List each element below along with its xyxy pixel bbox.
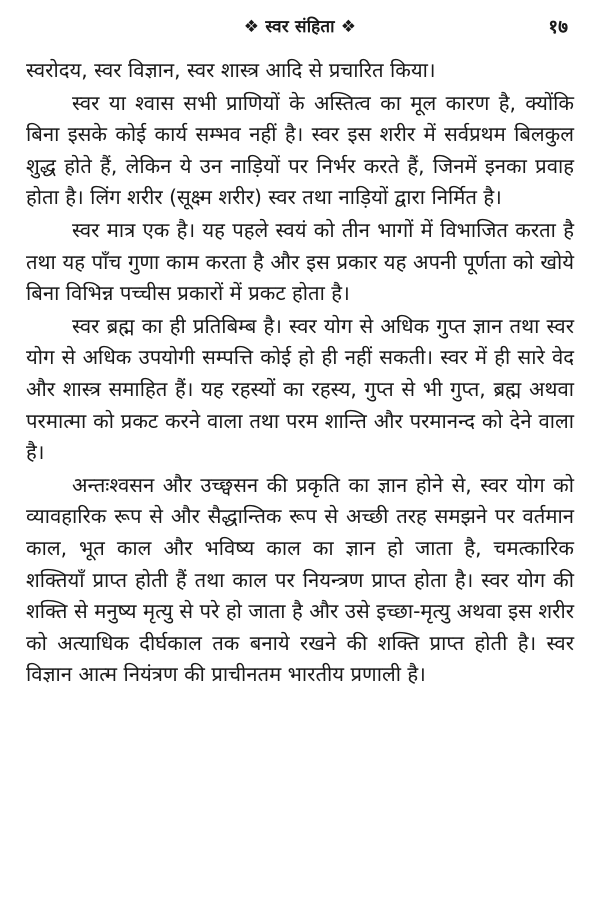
page-header <box>0 8 600 48</box>
paragraph: स्वर मात्र एक है। यह पहले स्वयं को तीन भागों में विभाजित करता है तथा यह पाँच गुणा काम करता है और इस प्रकार यह अपनी पूर्णता को खोये बिना विभिन्न पच्चीस प्रकारों में प्रकट होता है। <box>26 217 574 306</box>
paragraph: अन्तःश्वसन और उच्छ्वसन की प्रकृति का ज्ञान होने से, स्वर योग को व्यावहारिक रूप से और सैद्धान्तिक रूप से अच्छी तरह समझने पर वर्तमान काल, भूत काल और भविष्य काल का ज्ञान हो जाता है, चमत्कारिक शक्तियाँ प्राप्त होती हैं तथा काल पर नियन्त्रण प्राप्त होता है। स्वर योग की शक्ति से मनुष्य मृत्यु से परे हो जाता है और उसे इच्छा-मृत्यु अथवा इस शरीर को अत्याधिक दीर्घकाल तक बनाये रखने की शक्ति प्राप्त होती है। स्वर विज्ञान आत्म नियंत्रण की प्राचीनतम भारतीय प्रणाली है। <box>26 472 574 687</box>
body-text <box>26 55 574 692</box>
paragraph: स्वर या श्वास सभी प्राणियों के अस्तित्व का मूल कारण है, क्योंकि बिना इसके कोई कार्य सम्भव नहीं है। स्वर इस शरीर में सर्वप्रथम बिलकुल शुद्ध होते हैं, लेकिन ये उन नाड़ियों पर निर्भर करते हैं, जिनमें इनका प्रवाह होता है। लिंग शरीर (सूक्ष्म शरीर) स्वर तथा नाड़ियों द्वारा निर्मित है। <box>26 90 574 210</box>
paragraph-continuation: स्वरोदय, स्वर विज्ञान, स्वर शास्त्र आदि से प्रचारित किया। <box>26 58 436 82</box>
paragraph: स्वर ब्रह्म का ही प्रतिबिम्ब है। स्वर योग से अधिक गुप्त ज्ञान तथा स्वर योग से अधिक उपयोगी सम्पत्ति कोई हो ही नहीं सकती। स्वर में ही सारे वेद और शास्त्र समाहित हैं। यह रहस्यों का रहस्य, गुप्त से भी गुप्त, ब्रह्म अथवा परमात्मा को प्रकट करने वाला तथा परम शान्ति और परमानन्द को देने वाला है। <box>26 313 574 465</box>
running-title: ❖ स्वर संहिता ❖ <box>243 17 357 37</box>
page-number: १७ <box>548 16 568 38</box>
